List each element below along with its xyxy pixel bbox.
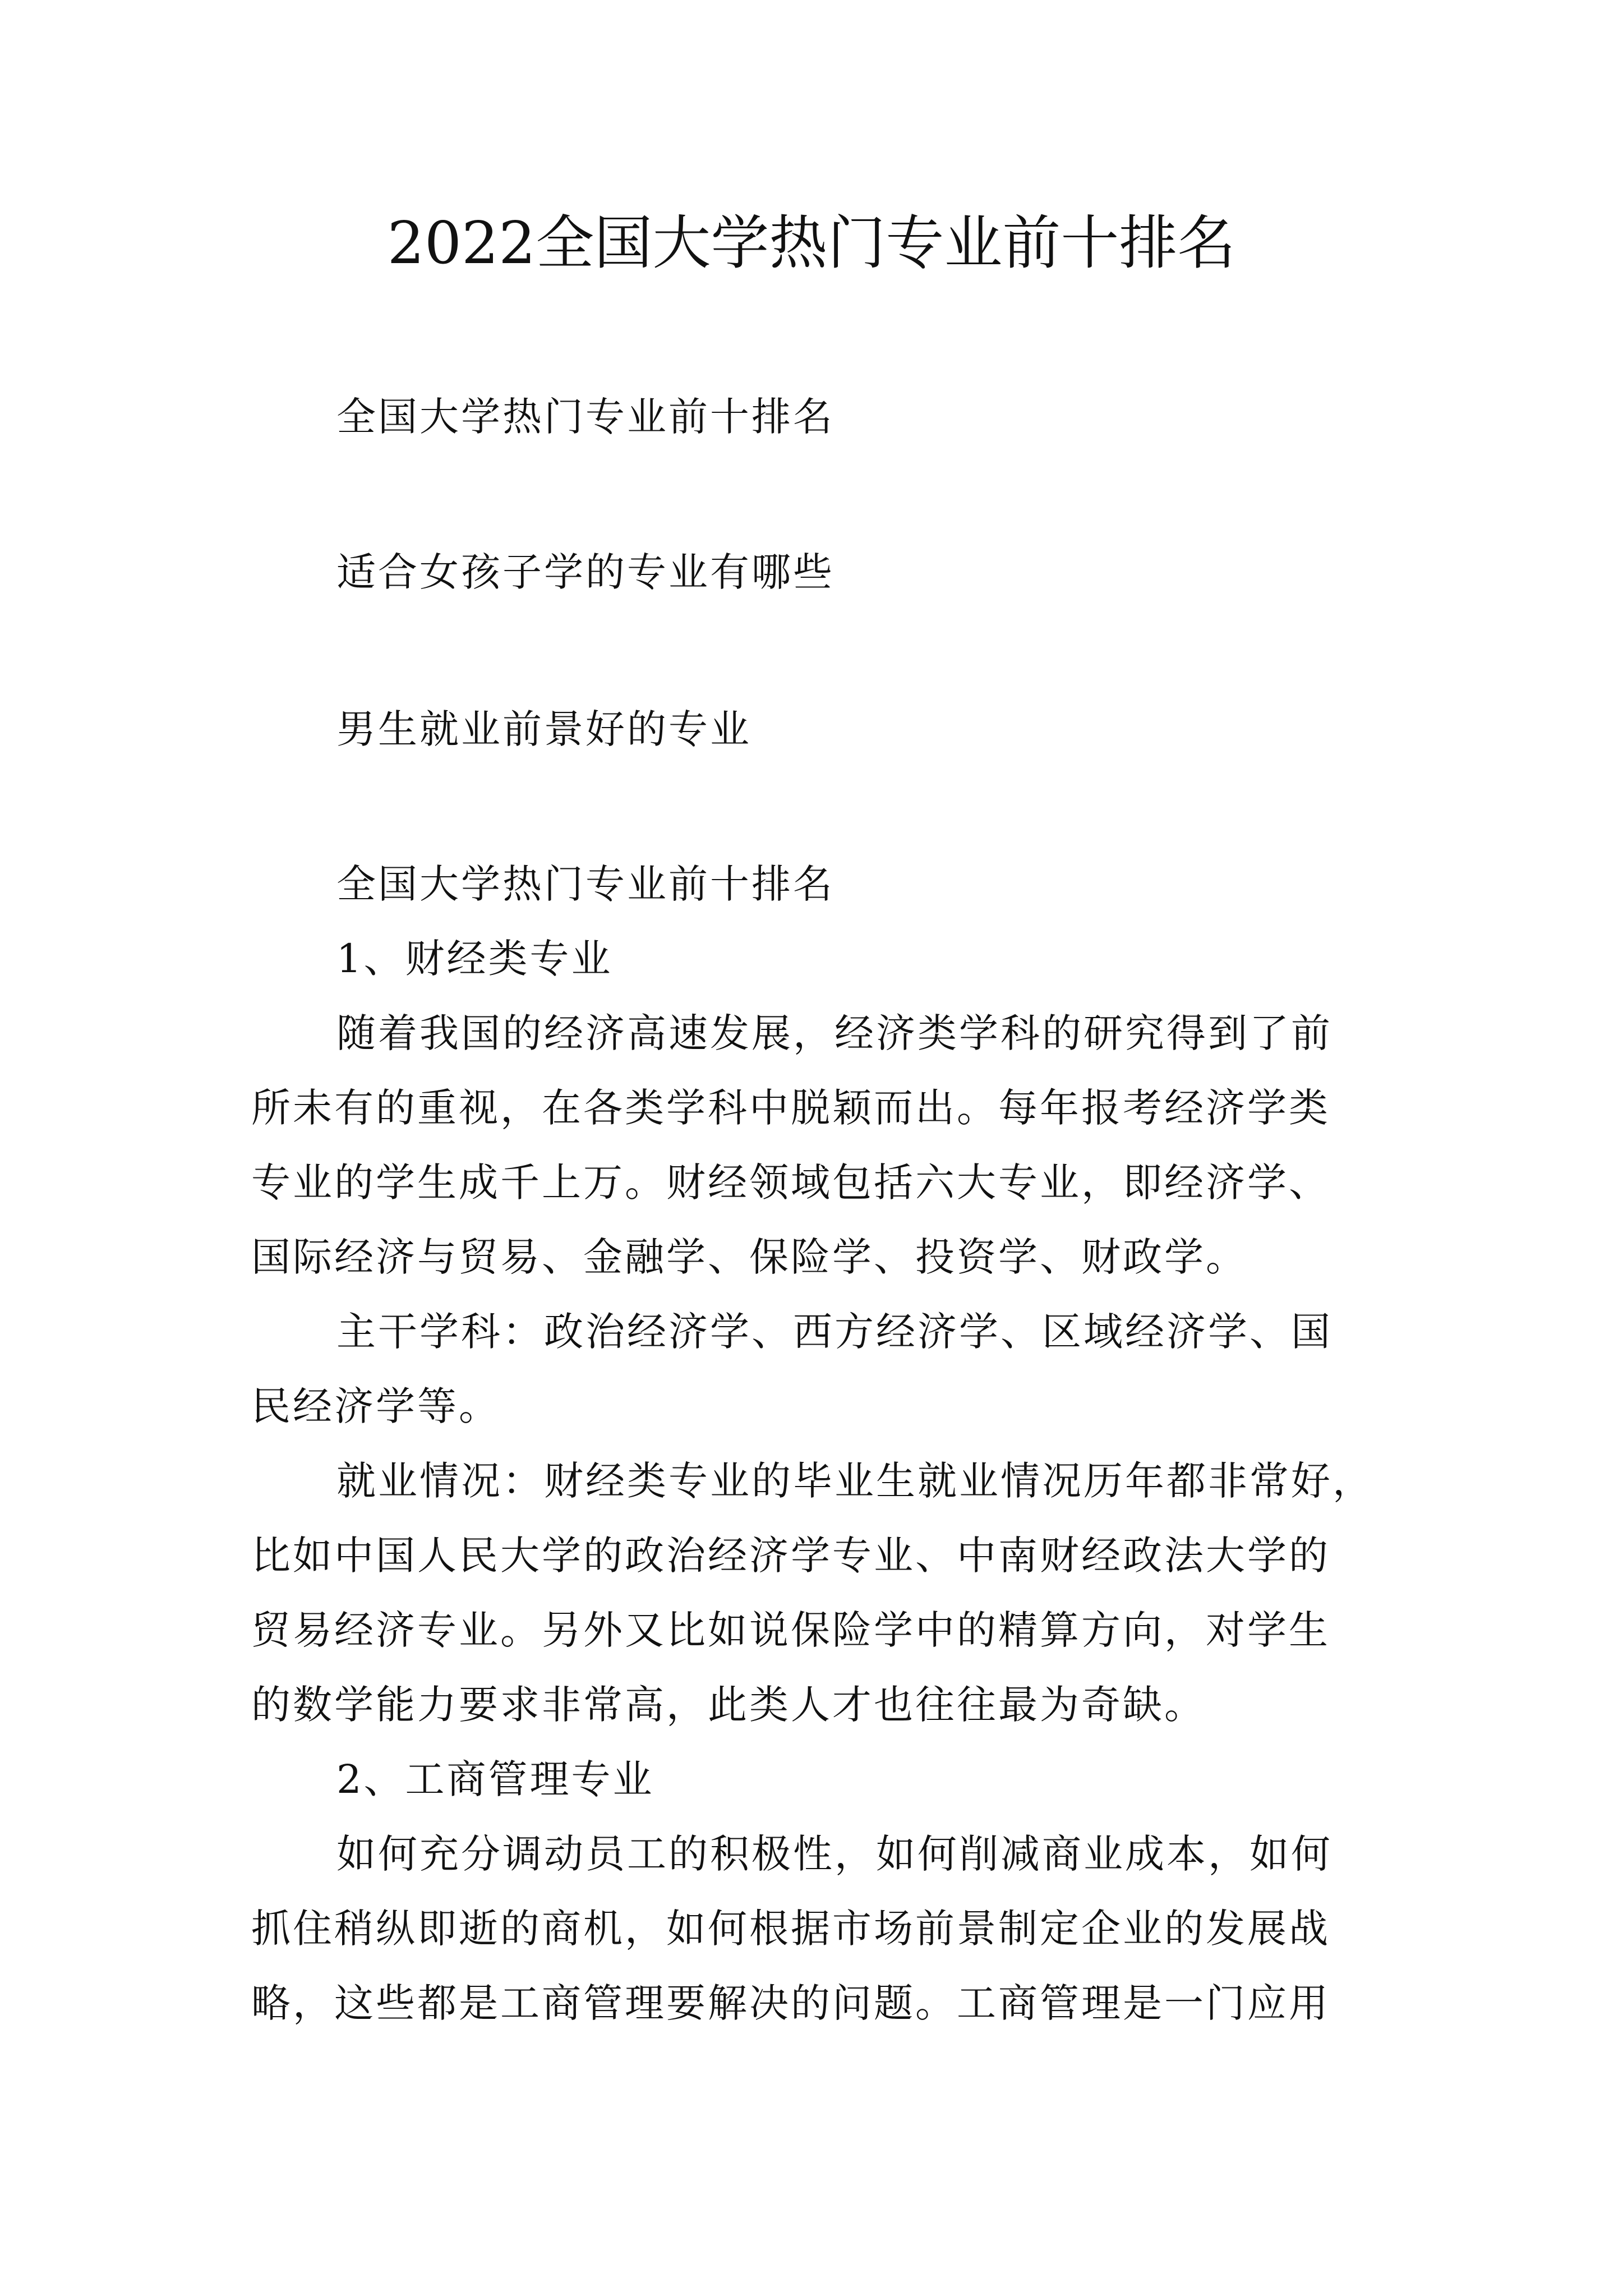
paragraph-line: 随着我国的经济高速发展，经济类学科的研究得到了前 [336, 1010, 1332, 1056]
subsection-heading: 1、财经类专业 [336, 936, 613, 982]
paragraph-line: 就业情况：财经类专业的毕业生就业情况历年都非常好， [336, 1458, 1374, 1504]
paragraph-line: 民经济学等。 [251, 1383, 500, 1429]
toc-item: 适合女孩子学的专业有哪些 [336, 549, 834, 595]
paragraph-line: 略，这些都是工商管理要解决的问题。工商管理是一门应用 [251, 1980, 1330, 2026]
toc-item: 全国大学热门专业前十排名 [336, 394, 834, 440]
section-heading: 全国大学热门专业前十排名 [336, 861, 834, 907]
paragraph-line: 的数学能力要求非常高，此类人才也往往最为奇缺。 [251, 1682, 1206, 1728]
paragraph-line: 比如中国人民大学的政治经济学专业、中南财经政法大学的 [251, 1533, 1330, 1579]
document-title: 2022全国大学热门专业前十排名 [387, 209, 1236, 277]
subsection-heading: 2、工商管理专业 [336, 1756, 654, 1802]
toc-item: 男生就业前景好的专业 [336, 706, 751, 752]
paragraph-line: 如何充分调动员工的积极性，如何削减商业成本，如何 [336, 1831, 1332, 1877]
paragraph-line: 贸易经济专业。另外又比如说保险学中的精算方向，对学生 [251, 1607, 1330, 1653]
paragraph-line: 专业的学生成千上万。财经领域包括六大专业，即经济学、 [251, 1159, 1330, 1205]
paragraph-line: 主干学科：政治经济学、西方经济学、区域经济学、国 [336, 1309, 1332, 1355]
paragraph-line: 所未有的重视，在各类学科中脱颖而出。每年报考经济学类 [251, 1085, 1330, 1131]
paragraph-line: 抓住稍纵即逝的商机，如何根据市场前景制定企业的发展战 [251, 1906, 1330, 1952]
body-text [251, 847, 1395, 2041]
paragraph-line: 国际经济与贸易、金融学、保险学、投资学、财政学。 [251, 1234, 1247, 1280]
